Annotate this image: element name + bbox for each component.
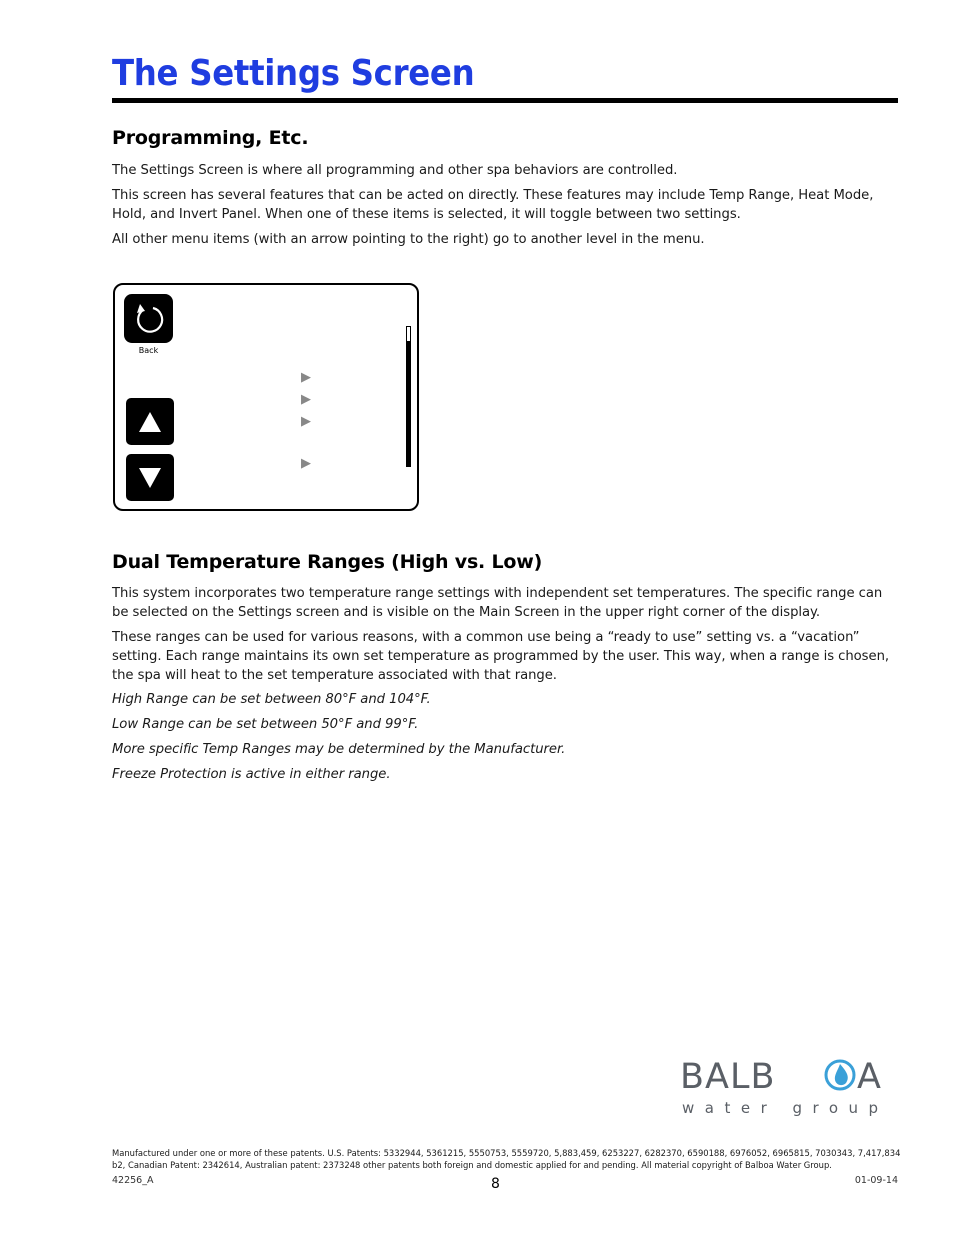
paragraph: The Settings Screen is where all programming and other spa behaviors are controlled. — [112, 163, 678, 178]
note: Low Range can be set between 50°F and 99°F. — [112, 717, 419, 732]
svg-text:BALB: BALB — [680, 1057, 776, 1097]
back-icon — [131, 301, 167, 337]
balboa-logo — [680, 1055, 902, 1117]
note: Freeze Protection is active in either range. — [112, 767, 391, 782]
page-number: 8 — [491, 1176, 500, 1192]
up-button[interactable] — [126, 398, 174, 445]
menu-arrow-icon: ▶ — [301, 414, 311, 429]
section-heading-dual-temp: Dual Temperature Ranges (High vs. Low) — [112, 551, 543, 573]
paragraph: All other menu items (with an arrow pointing to the right) go to another level in the menu. — [112, 232, 705, 247]
paragraph: This screen has several features that can be acted on directly. These features may include Temp Range, Heat Mode, Hold, and Invert Panel. When one of these items is selected, it will toggle between two settings. — [112, 188, 874, 222]
paragraph: These ranges can be used for various reasons, with a common use being a “ready to use” setting vs. a “vacation” setting. Each range maintains its own set temperature as programmed by the user. This way, when a range is chosen, the spa will heat to the set temperature associated with that range. — [112, 630, 890, 683]
svg-text:A: A — [857, 1057, 881, 1097]
menu-arrow-icon: ▶ — [301, 456, 311, 471]
back-button[interactable] — [124, 294, 173, 343]
note: High Range can be set between 80°F and 104°F. — [112, 692, 431, 707]
settings-screen-illustration — [113, 283, 419, 511]
document-number: 42256_A — [112, 1175, 154, 1186]
document-date: 01-09-14 — [854, 1175, 898, 1186]
section-heading-programming: Programming, Etc. — [112, 127, 309, 149]
down-button[interactable] — [126, 454, 174, 501]
scrollbar-thumb[interactable] — [407, 327, 410, 341]
up-arrow-icon — [138, 411, 162, 433]
title-rule — [112, 98, 898, 103]
menu-arrow-icon: ▶ — [301, 370, 311, 385]
svg-text:water group: water group — [682, 1099, 889, 1117]
back-label: Back — [138, 346, 159, 355]
scrollbar[interactable] — [406, 326, 411, 467]
note: More specific Temp Ranges may be determined by the Manufacturer. — [112, 742, 566, 757]
down-arrow-icon — [138, 467, 162, 489]
menu-arrow-icon: ▶ — [301, 392, 311, 407]
page-title: The Settings Screen — [112, 53, 475, 94]
paragraph: This system incorporates two temperature range settings with independent set temperatures. The specific range can be selected on the Settings screen and is visible on the Main Screen in the upper right corner of the display. — [112, 586, 883, 620]
patent-notice: Manufactured under one or more of these patents. U.S. Patents: 5332944, 5361215, 5550753, 5559720, 5,883,459, 6253227, 6282370, 6590188, 6976052, 6965815, 7030343, 7,417,834 b2, Canadian Patent: 2342614, Australian patent: 2373248 other patents both foreign and domestic applied for and pending. All material copyright of Balboa Water Group. — [112, 1148, 901, 1170]
